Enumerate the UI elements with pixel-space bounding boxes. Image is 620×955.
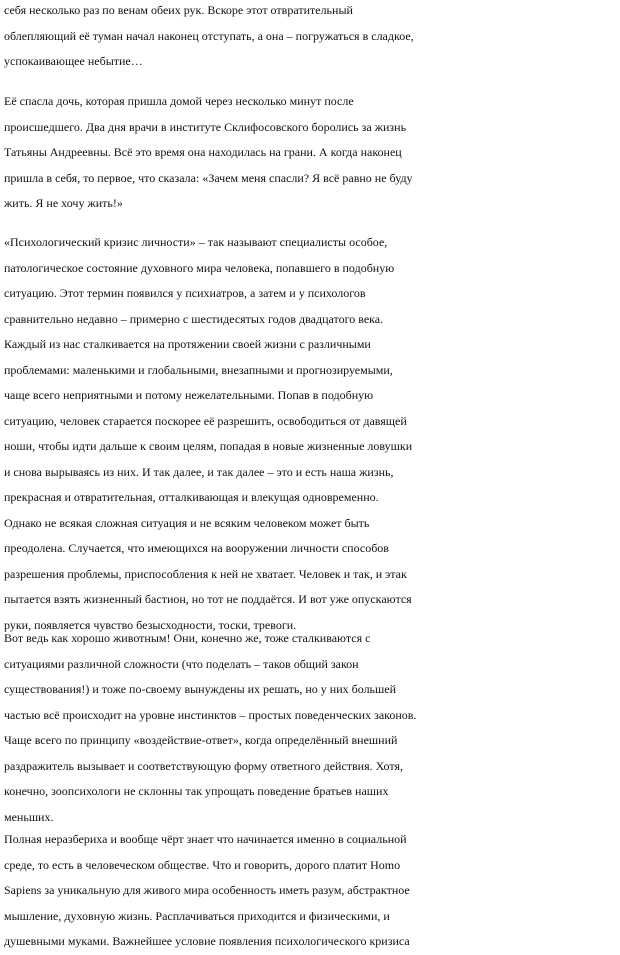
text-line: Её спасла дочь, которая пришла домой через несколько минут после	[4, 94, 354, 108]
paragraph-3	[4, 230, 620, 638]
text-line: ноши, чтобы идти дальше к своим целям, попадая в новые жизненные ловушки	[4, 439, 413, 453]
text-line: себя несколько раз по венам обеих рук. Вскоре этот отвратительный	[4, 3, 353, 17]
text-line: сравнительно недавно – примерно с шестидесятых годов двадцатого века.	[4, 311, 384, 326]
text-line: существования!) и тоже по-своему вынуждены их решать, но у них большей	[4, 682, 397, 696]
text-line: ситуацию, человек старается поскорее её разрешить, освободиться от давящей	[4, 413, 407, 428]
text-line: среде, то есть в человеческом обществе. Что и говорить, дорого платит Homo	[4, 857, 401, 872]
text-line: разрешения проблемы, приспособления к ней не хватает. Человек и так, и этак	[4, 566, 407, 581]
text-line: раздражитель вызывает и соответствующую форму ответного действия. Хотя,	[4, 758, 403, 773]
text-line: ситуациями различной сложности (что поделать – таков общий закон	[4, 656, 359, 671]
text-line: и снова вырываясь из них. И так далее, и так далее – это и есть наша жизнь,	[4, 464, 394, 479]
text-line: Однако не всякая сложная ситуация и не всяким человеком может быть	[4, 515, 370, 530]
text-line: Чаще всего по принципу «воздействие-ответ», когда определённый внешний	[4, 733, 398, 747]
text-line: Татьяны Андреевны. Всё это время она находилась на грани. А когда наконец	[4, 145, 402, 159]
text-line: мышление, духовную жизнь. Расплачиваться приходится и физическими, и	[4, 908, 390, 923]
text-line: происшедшего. Два дня врачи в институте Склифосовского боролись за жизнь	[4, 119, 407, 134]
text-line: чаще всего неприятными и потому нежелательными. Попав в подобную	[4, 388, 374, 402]
text-line: проблемами: маленькими и глобальными, внезапными и прогнозируемыми,	[4, 362, 393, 377]
text-line: патологическое состояние духовного мира человека, попавшего в подобную	[4, 260, 395, 275]
text-line: пришла в себя, то первое, что сказала: «Зачем меня спасли? Я всё равно не буду	[4, 170, 413, 185]
text-line: Sapiens за уникальную для живого мира особенность иметь разум, абстрактное	[4, 883, 410, 897]
text-line: Вот ведь как хорошо животным! Они, конечно же, тоже сталкиваются с	[4, 631, 371, 645]
text-line: успокаивающее небытие…	[4, 54, 143, 68]
text-line: руки, появляется чувство безысходности, тоски, тревоги.	[4, 617, 297, 632]
text-line: Каждый из нас сталкивается на протяжении своей жизни с различными	[4, 337, 371, 351]
text-line: преодолена. Случается, что имеющихся на вооружении личности способов	[4, 541, 389, 555]
text-line: «Психологический кризис личности» – так называют специалисты особое,	[4, 235, 388, 249]
text-line: прекрасная и отвратительная, отталкивающая и влекущая одновременно.	[4, 490, 379, 504]
text-line: душевными муками. Важнейшее условие появления психологического кризиса	[4, 934, 410, 948]
text-line: Полная неразбериха и вообще чёрт знает что начинается именно в социальной	[4, 832, 407, 846]
paragraph-5	[4, 827, 620, 955]
text-line: меньших.	[4, 809, 54, 824]
text-line: пытается взять жизненный бастион, но тот не поддаётся. И вот уже опускаются	[4, 592, 412, 606]
text-line: конечно, зоопсихологи не склонны так упрощать поведение братьев наших	[4, 784, 389, 798]
text-line: облепляющий её туман начал наконец отступать, а она – погружаться в сладкое,	[4, 28, 414, 43]
paragraph-2	[4, 89, 620, 217]
text-line: жить. Я не хочу жить!»	[4, 196, 123, 210]
text-line: частью всё происходит на уровне инстинктов – простых поведенческих законов.	[4, 707, 417, 722]
paragraph-1	[4, 0, 620, 75]
text-line: ситуацию. Этот термин появился у психиатров, а затем и у психологов	[4, 286, 366, 300]
paragraph-4	[4, 626, 620, 830]
